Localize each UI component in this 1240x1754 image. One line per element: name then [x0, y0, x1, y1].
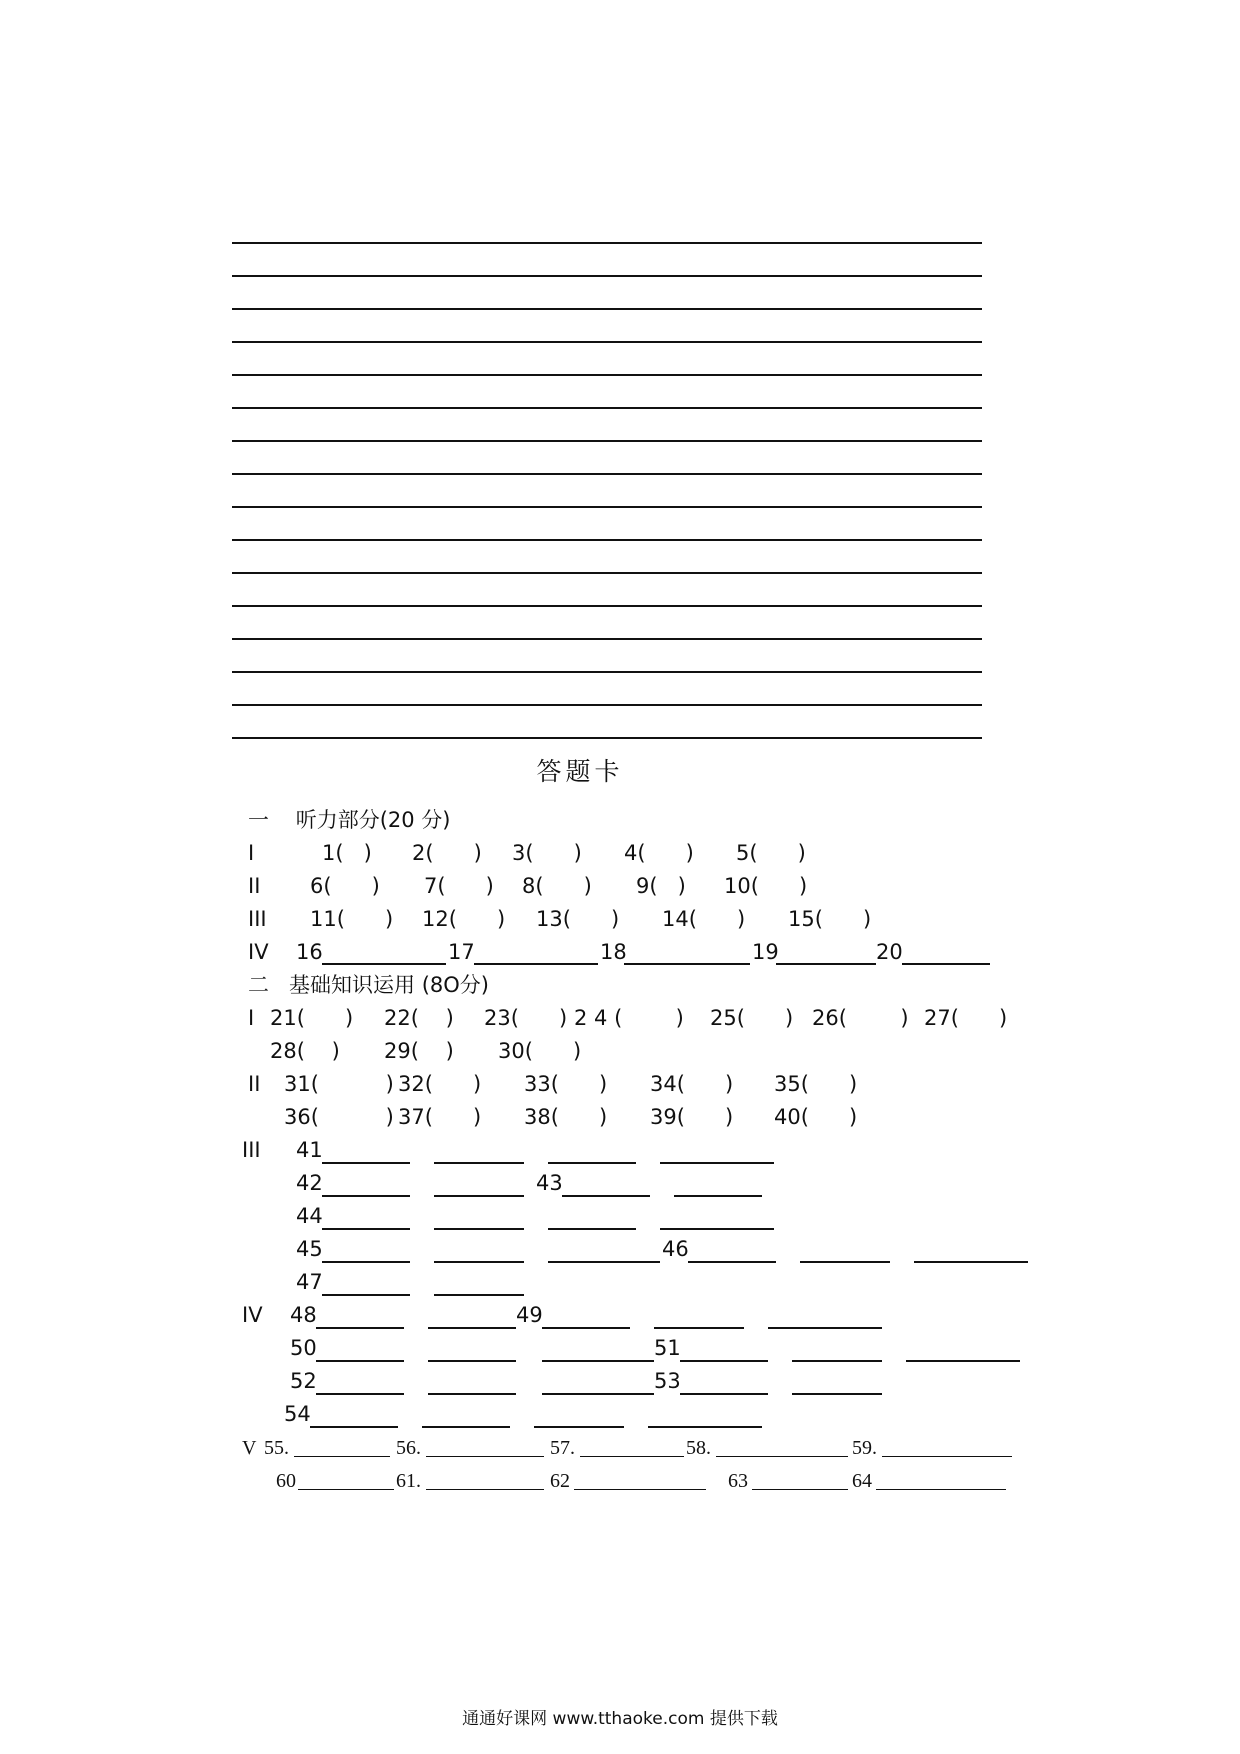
- answer-slot[interactable]: 33( ): [524, 1072, 608, 1096]
- answer-blank[interactable]: [680, 1360, 768, 1362]
- answer-blank[interactable]: [882, 1456, 1012, 1457]
- answer-blank[interactable]: [792, 1360, 882, 1362]
- part-label: IV: [248, 940, 269, 964]
- answer-slot[interactable]: 2( ): [412, 841, 482, 865]
- blank-number: 52: [290, 1369, 317, 1393]
- answer-blank[interactable]: [294, 1456, 390, 1457]
- writing-line: [232, 605, 982, 607]
- blank-number: 50: [290, 1336, 317, 1360]
- answer-blank[interactable]: [660, 1228, 774, 1230]
- answer-blank[interactable]: [316, 1327, 404, 1329]
- blank-number: 49: [516, 1303, 543, 1327]
- answer-blank[interactable]: [434, 1228, 524, 1230]
- answer-blank[interactable]: [322, 1261, 410, 1263]
- answer-blank[interactable]: [298, 1489, 394, 1490]
- answer-blank[interactable]: [310, 1426, 398, 1428]
- answer-blank[interactable]: [768, 1327, 882, 1329]
- answer-slot[interactable]: 12( ): [422, 907, 506, 931]
- answer-slot[interactable]: 38( ): [524, 1105, 608, 1129]
- answer-slot[interactable]: 3( ): [512, 841, 582, 865]
- answer-blank[interactable]: [800, 1261, 890, 1263]
- answer-slot[interactable]: 40( ): [774, 1105, 858, 1129]
- answer-blank[interactable]: [574, 1489, 706, 1490]
- answer-slot[interactable]: 9( ): [636, 874, 686, 898]
- blank-number: 55.: [264, 1437, 289, 1459]
- part-label: III: [242, 1138, 261, 1162]
- answer-blank[interactable]: [428, 1360, 516, 1362]
- answer-slot[interactable]: 2 4 ( ): [574, 1006, 684, 1030]
- answer-blank[interactable]: [688, 1261, 776, 1263]
- writing-line: [232, 704, 982, 706]
- blank-number: 62: [550, 1470, 570, 1492]
- answer-blank[interactable]: [914, 1261, 1028, 1263]
- answer-blank[interactable]: [752, 1489, 848, 1490]
- blank-number: 51: [654, 1336, 681, 1360]
- blank-number: 59.: [852, 1437, 877, 1459]
- answer-blank[interactable]: [660, 1162, 774, 1164]
- answer-blank[interactable]: [542, 1327, 630, 1329]
- answer-slot[interactable]: 5( ): [736, 841, 806, 865]
- answer-blank[interactable]: [316, 1393, 404, 1395]
- answer-slot[interactable]: 32( ): [398, 1072, 482, 1096]
- answer-blank[interactable]: [322, 1228, 410, 1230]
- answer-blank[interactable]: [906, 1360, 1020, 1362]
- answer-blank[interactable]: [548, 1261, 660, 1263]
- part-label: I: [248, 841, 255, 865]
- blank-number: 43: [536, 1171, 563, 1195]
- blank-number: 17: [448, 940, 475, 964]
- answer-blank[interactable]: [654, 1327, 744, 1329]
- answer-blank[interactable]: [426, 1456, 544, 1457]
- answer-blank[interactable]: [322, 963, 446, 965]
- answer-slot[interactable]: 11( ): [310, 907, 394, 931]
- answer-slot[interactable]: 30( ): [498, 1039, 582, 1063]
- answer-slot[interactable]: 23( ): [484, 1006, 568, 1030]
- answer-blank[interactable]: [542, 1393, 654, 1395]
- answer-blank[interactable]: [548, 1228, 636, 1230]
- writing-line: [232, 242, 982, 244]
- blank-number: 53: [654, 1369, 681, 1393]
- answer-slot[interactable]: 10( ): [724, 874, 808, 898]
- blank-number: 61.: [396, 1470, 421, 1492]
- answer-slot[interactable]: 22( ): [384, 1006, 454, 1030]
- blank-number: 47: [296, 1270, 323, 1294]
- blank-number: 41: [296, 1138, 323, 1162]
- writing-line: [232, 374, 982, 376]
- answer-blank[interactable]: [624, 963, 750, 965]
- answer-blank[interactable]: [422, 1426, 510, 1428]
- page-title: 答题卡: [536, 757, 624, 786]
- answer-blank[interactable]: [434, 1195, 524, 1197]
- section2-header: 二 基础知识运用 (8O分): [248, 973, 489, 997]
- answer-slot[interactable]: 25( ): [710, 1006, 794, 1030]
- answer-blank[interactable]: [674, 1195, 762, 1197]
- answer-blank[interactable]: [434, 1162, 524, 1164]
- answer-blank[interactable]: [580, 1456, 684, 1457]
- answer-blank[interactable]: [792, 1393, 882, 1395]
- blank-number: 63: [728, 1470, 748, 1492]
- answer-blank[interactable]: [534, 1426, 624, 1428]
- part-label: III: [248, 907, 267, 931]
- writing-line: [232, 275, 982, 277]
- answer-blank[interactable]: [648, 1426, 762, 1428]
- answer-slot[interactable]: 37( ): [398, 1105, 482, 1129]
- writing-line: [232, 506, 982, 508]
- section1-header: 一 听力部分(20 分): [248, 808, 451, 832]
- writing-line: [232, 572, 982, 574]
- answer-blank[interactable]: [548, 1162, 636, 1164]
- writing-line: [232, 539, 982, 541]
- answer-slot[interactable]: 1( ): [322, 841, 372, 865]
- answer-blank[interactable]: [562, 1195, 650, 1197]
- writing-line: [232, 638, 982, 640]
- answer-blank[interactable]: [426, 1489, 544, 1490]
- answer-slot[interactable]: 28( ): [270, 1039, 340, 1063]
- part-label: V: [242, 1437, 257, 1459]
- answer-blank[interactable]: [680, 1393, 768, 1395]
- answer-slot[interactable]: 6( ): [310, 874, 380, 898]
- answer-slot[interactable]: 14( ): [662, 907, 746, 931]
- answer-slot[interactable]: 26( ): [812, 1006, 909, 1030]
- blank-number: 64: [852, 1470, 872, 1492]
- writing-line: [232, 473, 982, 475]
- answer-blank[interactable]: [776, 963, 876, 965]
- answer-slot[interactable]: 29( ): [384, 1039, 454, 1063]
- blank-number: 44: [296, 1204, 323, 1228]
- answer-blank[interactable]: [434, 1294, 524, 1296]
- answer-blank[interactable]: [876, 1489, 1006, 1490]
- answer-slot[interactable]: 35( ): [774, 1072, 858, 1096]
- writing-line: [232, 308, 982, 310]
- answer-slot[interactable]: 4( ): [624, 841, 694, 865]
- blank-number: 56.: [396, 1437, 421, 1459]
- blank-number: 46: [662, 1237, 689, 1261]
- answer-slot[interactable]: 31( ): [284, 1072, 394, 1096]
- answer-slot[interactable]: 36( ): [284, 1105, 394, 1129]
- answer-slot[interactable]: 8( ): [522, 874, 592, 898]
- blank-number: 57.: [550, 1437, 575, 1459]
- answer-blank[interactable]: [428, 1327, 516, 1329]
- answer-slot[interactable]: 15( ): [788, 907, 872, 931]
- answer-slot[interactable]: 27( ): [924, 1006, 1008, 1030]
- answer-slot[interactable]: 13( ): [536, 907, 620, 931]
- blank-number: 48: [290, 1303, 317, 1327]
- writing-line: [232, 407, 982, 409]
- answer-slot[interactable]: 34( ): [650, 1072, 734, 1096]
- blank-number: 60: [276, 1470, 296, 1492]
- footer-credit: 通通好课网 www.tthaoke.com 提供下载: [462, 1709, 778, 1729]
- part-label: I: [248, 1006, 255, 1030]
- answer-blank[interactable]: [434, 1261, 524, 1263]
- answer-blank[interactable]: [322, 1162, 410, 1164]
- blank-number: 54: [284, 1402, 311, 1426]
- blank-number: 58.: [686, 1437, 711, 1459]
- answer-slot[interactable]: 7( ): [424, 874, 494, 898]
- answer-blank[interactable]: [322, 1294, 410, 1296]
- blank-number: 16: [296, 940, 323, 964]
- answer-blank[interactable]: [428, 1393, 516, 1395]
- blank-number: 20: [876, 940, 903, 964]
- blank-number: 19: [752, 940, 779, 964]
- answer-blank[interactable]: [542, 1360, 654, 1362]
- answer-slot[interactable]: 21( ): [270, 1006, 354, 1030]
- part-label: IV: [242, 1303, 263, 1327]
- writing-line: [232, 341, 982, 343]
- answer-blank[interactable]: [474, 963, 598, 965]
- blank-number: 45: [296, 1237, 323, 1261]
- writing-line: [232, 440, 982, 442]
- writing-line: [232, 737, 982, 739]
- blank-number: 42: [296, 1171, 323, 1195]
- answer-blank[interactable]: [902, 963, 990, 965]
- answer-blank[interactable]: [322, 1195, 410, 1197]
- blank-number: 18: [600, 940, 627, 964]
- part-label: II: [248, 874, 261, 898]
- writing-line: [232, 671, 982, 673]
- answer-slot[interactable]: 39( ): [650, 1105, 734, 1129]
- part-label: II: [248, 1072, 261, 1096]
- answer-blank[interactable]: [716, 1456, 848, 1457]
- answer-blank[interactable]: [316, 1360, 404, 1362]
